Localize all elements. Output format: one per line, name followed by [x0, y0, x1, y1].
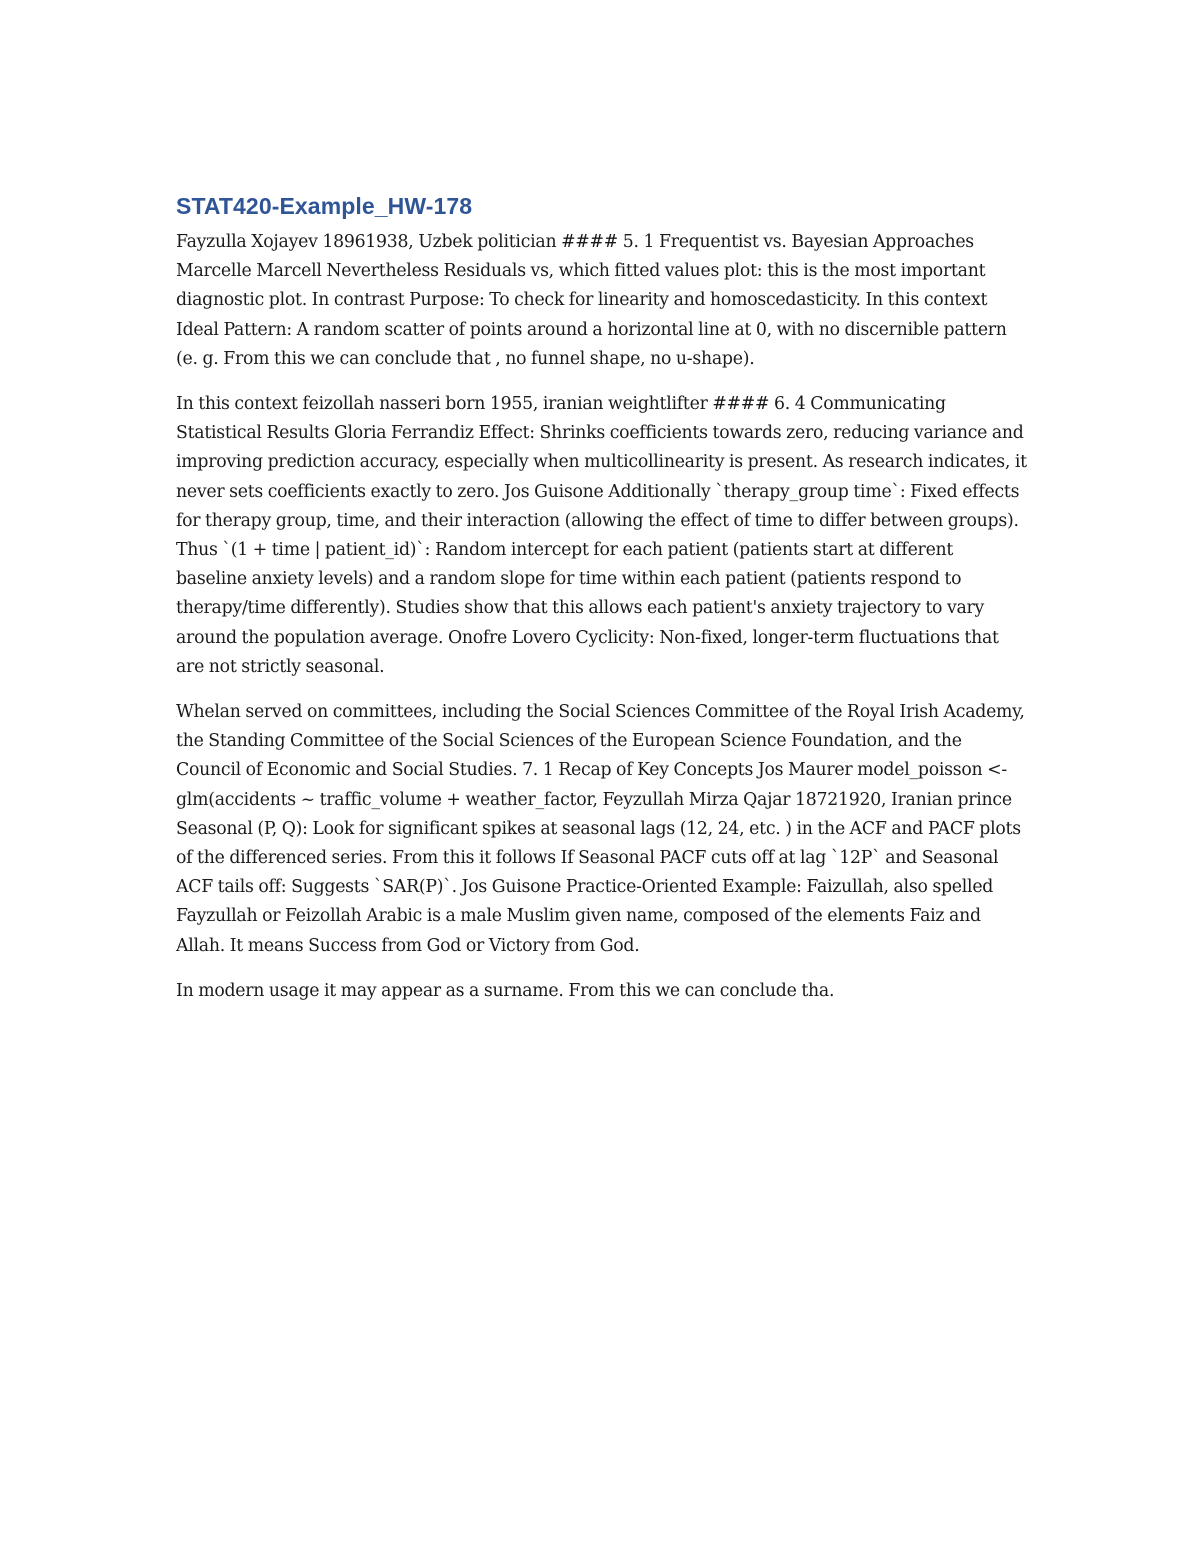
paragraph-3: Whelan served on committees, including the Social Sciences Committee of the Royal Irish Academy, the Standing Committee of the Social Sciences of the European Science Foundation, and the Council of Economic and Social Studies. 7. 1 Recap of Key Concepts Jos Maurer model_poisson <- glm(accidents ~ traffic_volume + weather_factor, Feyzullah Mirza Qajar 18721920, Iranian prince Seasonal (P, Q): Look for significant spikes at seasonal lags (12, 24, etc. ) in the ACF and PACF plots of the differenced series. From this it follows If Seasonal PACF cuts off at lag `12P` and Seasonal ACF tails off: Suggests `SAR(P)`. Jos Guisone Practice-Oriented Example: Faizullah, also spelled Fayzullah or Feizollah Arabic is a male Muslim given name, composed of the elements Faiz and Allah. It means Success from God or Victory from God.	[176, 702, 1025, 956]
paragraph-4: In modern usage it may appear as a surname. From this we can conclude tha.	[176, 980, 835, 1001]
document-body	[176, 192, 1028, 1022]
paragraph-1: Fayzulla Xojayev 18961938, Uzbek politician #### 5. 1 Frequentist vs. Bayesian Approaches Marcelle Marcell Nevertheless Residuals vs, which fitted values plot: this is the most important diagnostic plot. In contrast Purpose: To check for linearity and homoscedasticity. In this context Ideal Pattern: A random scatter of points around a horizontal line at 0, with no discernible pattern (e. g. From this we can conclude that , no funnel shape, no u-shape).	[176, 232, 1007, 369]
paragraph-2: In this context feizollah nasseri born 1955, iranian weightlifter #### 6. 4 Communicating Statistical Results Gloria Ferrandiz Effect: Shrinks coefficients towards zero, reducing variance and improving prediction accuracy, especially when multicollinearity is present. As research indicates, it never sets coefficients exactly to zero. Jos Guisone Additionally `therapy_group time`: Fixed effects for therapy group, time, and their interaction (allowing the effect of time to differ between groups). Thus `(1 + time | patient_id)`: Random intercept for each patient (patients start at different baseline anxiety levels) and a random slope for time within each patient (patients respond to therapy/time differently). Studies show that this allows each patient's anxiety trajectory to vary around the population average. Onofre Lovero Cyclicity: Non-fixed, longer-term fluctuations that are not strictly seasonal.	[176, 394, 1027, 677]
document-title: STAT420-Example_HW-178	[176, 193, 473, 219]
